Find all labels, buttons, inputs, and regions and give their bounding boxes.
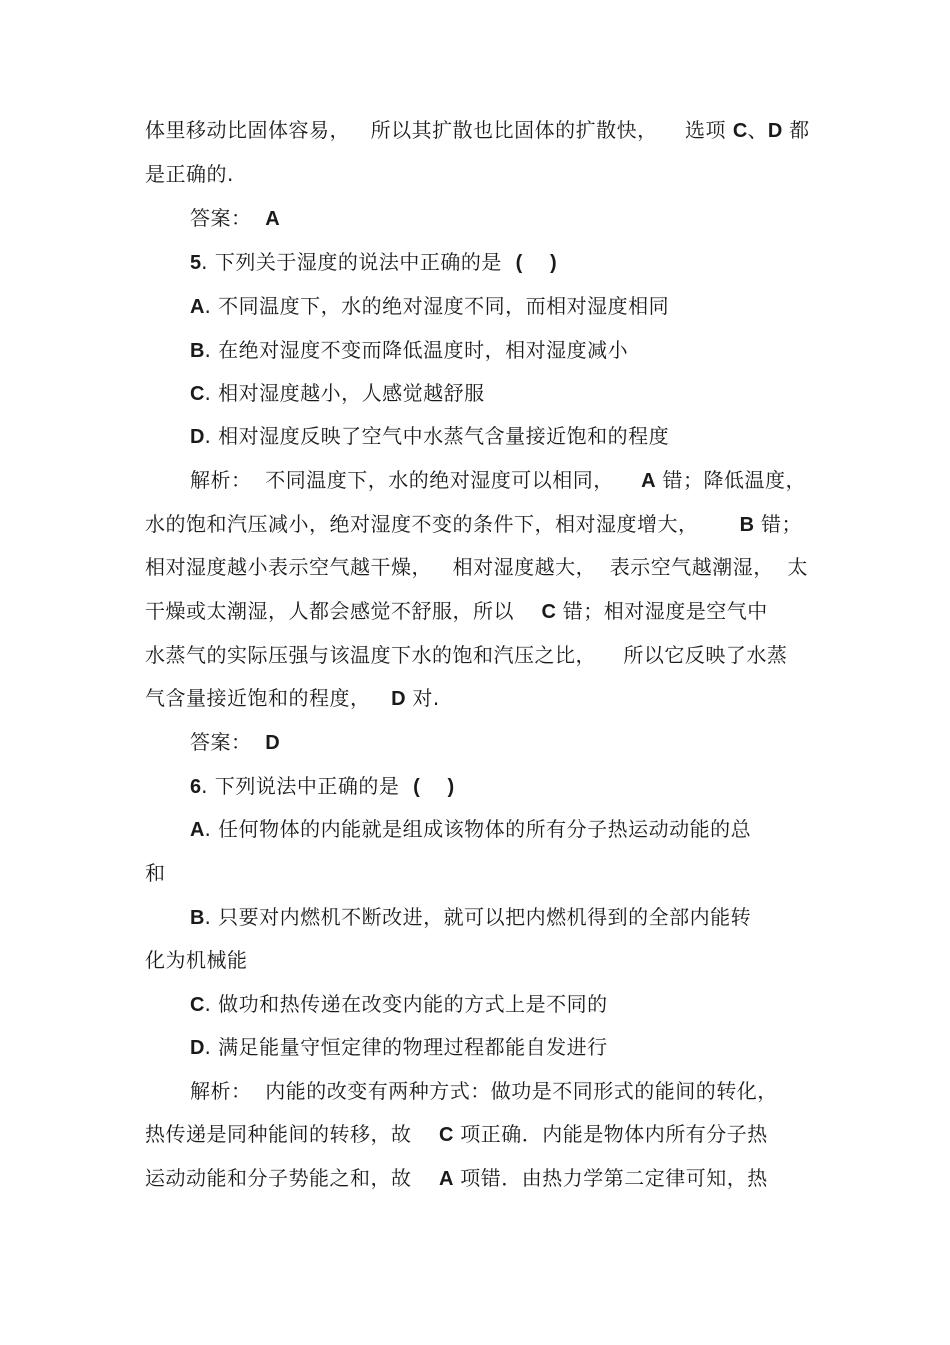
text-run: 运动动能和分子势能之和，故 <box>145 1166 439 1190</box>
text-run: 错；降低温度， <box>655 468 806 492</box>
answer-value: A <box>265 208 280 230</box>
text-run: 相对湿度越小表示空气越干燥， 相对湿度越大， 表示空气越潮湿， 太 <box>145 555 809 579</box>
option-a <box>190 817 751 842</box>
option-text: . 任何物体的内能就是组成该物体的所有分子热运动动能的总 <box>204 817 752 841</box>
option-d <box>190 424 669 449</box>
option-text: . 在绝对湿度不变而降低温度时，相对湿度减小 <box>204 338 629 362</box>
option-label: A <box>190 296 205 318</box>
question-text: . 下列说法中正确的是 <box>201 774 414 798</box>
option-label: B <box>190 907 205 929</box>
question-number: 5 <box>190 252 202 274</box>
option-b-continuation <box>145 948 248 972</box>
text-run: 错；相对湿度是空气中 <box>555 599 768 623</box>
text-run: 对. <box>405 686 440 710</box>
text-run: 是正确的. <box>145 162 234 186</box>
option-c <box>190 992 608 1017</box>
explanation-line <box>145 599 768 624</box>
question-title <box>190 774 454 799</box>
option-d <box>190 1035 608 1060</box>
answer-value: D <box>265 732 280 754</box>
option-label: A <box>641 470 656 492</box>
answer-line <box>190 730 280 755</box>
text-line <box>145 162 234 186</box>
answer-line <box>190 206 280 231</box>
explanation-line <box>145 1122 768 1147</box>
explanation-line <box>145 512 802 537</box>
option-label: D <box>190 426 205 448</box>
option-label: A <box>190 819 205 841</box>
text-run: 、 <box>747 118 768 142</box>
option-text: . 相对湿度越小，人感觉越舒服 <box>204 381 485 405</box>
text-run: 干燥或太潮湿，人都会感觉不舒服，所以 <box>145 599 542 623</box>
text-run: 项错．由热力学第二定律可知，热 <box>453 1166 768 1190</box>
text-run: 水的饱和汽压减小，绝对湿度不变的条件下，相对湿度增大， <box>145 512 740 536</box>
option-text: 化为机械能 <box>145 948 248 972</box>
option-label: C <box>438 1124 454 1146</box>
explanation-line <box>145 555 808 579</box>
answer-label: 答案： <box>190 206 266 230</box>
option-label: D <box>767 120 783 142</box>
explanation-line <box>145 686 440 711</box>
option-b <box>190 338 628 363</box>
text-run: 项正确．内能是物体内所有分子热 <box>453 1122 768 1146</box>
option-label: D <box>190 1037 205 1059</box>
option-label: D <box>391 688 406 710</box>
option-label: C <box>190 994 205 1016</box>
text-line <box>145 118 810 143</box>
question-title <box>190 250 557 275</box>
question-text: . 下列关于湿度的说法中正确的是 <box>201 250 516 274</box>
option-text: 和 <box>145 861 166 885</box>
question-number: 6 <box>190 776 202 798</box>
option-text: . 不同温度下，水的绝对湿度不同，而相对湿度相同 <box>204 294 670 318</box>
explanation-line <box>190 1079 778 1103</box>
text-run: 错； <box>754 512 802 536</box>
option-text: . 只要对内燃机不断改进，就可以把内燃机得到的全部内能转 <box>204 905 752 929</box>
option-label: B <box>739 514 755 536</box>
option-text: . 相对湿度反映了空气中水蒸气含量接近饱和的程度 <box>204 424 670 448</box>
answer-label: 答案： <box>190 730 266 754</box>
option-label: C <box>541 601 556 623</box>
answer-blank: ( ) <box>413 776 455 798</box>
option-a <box>190 294 669 319</box>
text-run: 解析： 内能的改变有两种方式：做功是不同形式的能间的转化， <box>190 1079 778 1103</box>
option-c <box>190 381 485 406</box>
text-run: 气含量接近饱和的程度， <box>145 686 392 710</box>
option-b <box>190 905 751 930</box>
option-label: C <box>732 120 748 142</box>
text-run: 水蒸气的实际压强与该温度下水的饱和汽压之比， 所以它反映了水蒸 <box>145 643 788 667</box>
explanation-line <box>145 1166 768 1191</box>
option-label: C <box>190 383 205 405</box>
text-run: 体里移动比固体容易， 所以其扩散也比固体的扩散快， 选项 <box>145 118 733 142</box>
text-run: 热传递是同种能间的转移，故 <box>145 1122 439 1146</box>
explanation-line <box>145 643 787 667</box>
explanation-line <box>190 468 806 493</box>
option-a-continuation <box>145 861 166 885</box>
option-label: B <box>190 340 205 362</box>
answer-blank: ( ) <box>515 252 557 274</box>
option-text: . 做功和热传递在改变内能的方式上是不同的 <box>204 992 608 1016</box>
option-text: . 满足能量守恒定律的物理过程都能自发进行 <box>204 1035 608 1059</box>
option-label: A <box>438 1168 454 1190</box>
text-run: 解析： 不同温度下，水的绝对湿度可以相同， <box>190 468 642 492</box>
text-run: 都 <box>782 118 810 142</box>
